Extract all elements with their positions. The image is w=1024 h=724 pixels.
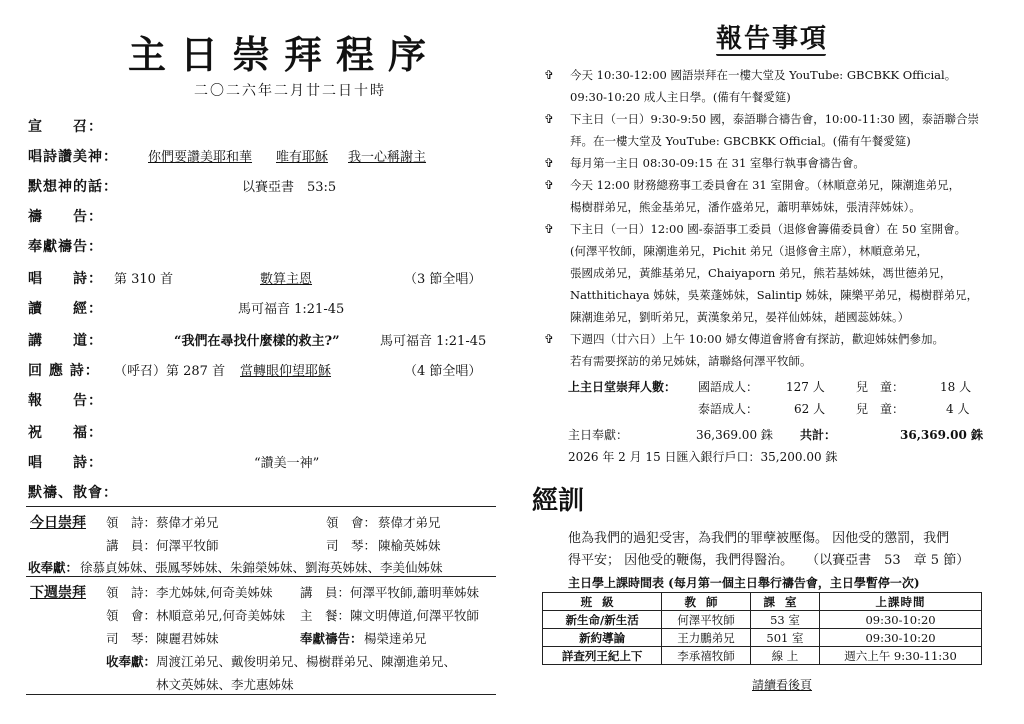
hymn-song-2: 唯有耶穌 — [276, 150, 329, 165]
today-lead-value: 蔡偉才弟兄 — [156, 515, 219, 530]
offering-value: 36,369.00 銖 — [696, 428, 773, 442]
today-host-value: 蔡偉才弟兄 — [378, 515, 441, 530]
sunday-school-table — [542, 592, 982, 665]
table-cell: 李承禧牧師 — [662, 647, 751, 665]
today-preacher-value: 何澤平牧師 — [156, 538, 219, 553]
announcement-item — [544, 174, 1004, 218]
today-host-label: 領 會： — [326, 515, 377, 530]
sermon-label: 講 道： — [28, 333, 103, 349]
announcement-line: 若有需要探訪的弟兄姊妹，請聯絡何澤平牧師。 — [570, 354, 812, 368]
verse-line-1: 他為我們的過犯受害，為我們的罪孽被壓傷。 因他受的懲罰，我們 — [568, 531, 950, 546]
next-title: 下週崇拜 — [30, 585, 86, 601]
cross-icon: ✞ — [544, 112, 555, 126]
silent-label: 默禱、散會： — [28, 485, 118, 501]
cross-icon: ✞ — [544, 68, 555, 82]
today-offering-label: 收奉獻： — [28, 560, 79, 575]
sing-label: 唱 詩： — [28, 271, 103, 287]
meditation-text: 以賽亞書 53:5 — [242, 180, 337, 195]
table-cell: 何澤平牧師 — [662, 611, 751, 629]
response-note: （4 節全唱） — [404, 364, 482, 379]
table-row — [543, 629, 982, 647]
announcement-item — [544, 64, 1004, 108]
announcement-line: 今天 10:30-12:00 國語崇拜在一樓大堂及 YouTube: GBCBKK Official。 — [570, 68, 957, 82]
sermon-title: “我們在尋找什麼樣的救主?” — [174, 334, 340, 349]
today-offering-value: 徐慕貞姊妹、張鳳琴姊妹、朱錦榮姊妹、劉海英姊妹、李美仙姊妹 — [80, 560, 443, 575]
today-piano-label: 司 琴： — [326, 538, 377, 553]
announcement-line: 陳潮進弟兄，劉昕弟兄，黃漢象弟兄，晏祥仙姊妹，趙國蕊姊妹。） — [570, 310, 910, 324]
table-row — [543, 647, 982, 665]
closing-hymn-label: 唱 詩： — [28, 455, 103, 471]
table-row — [543, 611, 982, 629]
order-sermon — [20, 330, 500, 356]
announcement-line: 下主日（一日）12:00 國-泰語事工委員（退修會籌備委員會）在 50 室開會。 — [570, 222, 967, 236]
table-cell: 53 室 — [750, 611, 819, 629]
divider — [26, 506, 496, 507]
sing-note: （3 節全唱） — [404, 272, 482, 287]
offering-prayer-label: 奉獻禱告： — [28, 239, 103, 255]
next-piano-label: 司 琴： — [106, 631, 157, 646]
response-label: 回 應 詩： — [28, 363, 100, 379]
hymn-label: 唱詩讚美神： — [28, 149, 118, 165]
announcement-line: 09:30-10:20 成人主日學。(備有午餐愛筵) — [570, 90, 791, 104]
sermon-ref: 馬可福音 1:21-45 — [380, 334, 487, 349]
cross-icon: ✞ — [544, 178, 555, 192]
divider — [26, 694, 496, 695]
child-label-2: 兒 童： — [856, 402, 905, 416]
announcement-item — [544, 108, 1004, 152]
next-offering-prayer-label: 奉獻禱告： — [300, 631, 363, 646]
announcement-line: 下主日（一日）9:30-9:50 國，泰語聯合禱告會，10:00-11:30 國，泰語聯合崇 — [570, 112, 980, 126]
header-class: 班級 — [543, 593, 662, 611]
order-meditation — [20, 176, 500, 202]
today-title: 今日崇拜 — [30, 515, 86, 531]
report-label: 報 告： — [28, 393, 103, 409]
announcement-item — [544, 218, 1004, 328]
total-label: 共計： — [800, 428, 837, 442]
next-preacher-value: 何澤平牧師,蕭明華姊妹 — [350, 585, 479, 600]
reading-label: 讀 經： — [28, 301, 103, 317]
announcement-line: (何澤平牧師，陳潮進弟兄，Pichit 弟兄（退修會主席），林順意弟兄， — [570, 244, 928, 258]
cross-icon: ✞ — [544, 222, 555, 236]
announcement-line: 拜。在一樓大堂及 YouTube: GBCBKK Official。(備有午餐愛筵) — [570, 134, 911, 148]
offering-label: 主日奉獻： — [568, 428, 629, 442]
order-response — [20, 360, 500, 386]
child-count-1: 18 人 — [940, 380, 972, 394]
order-sing — [20, 268, 500, 294]
mandarin-adult-count: 127 人 — [786, 380, 825, 394]
closing-hymn-title: “讚美一神” — [254, 456, 320, 471]
schedule-title: 主日學上課時間表 (每月第一個主日舉行禱告會，主日學暫停一次) — [568, 576, 920, 590]
today-lead-label: 領 詩： — [106, 515, 157, 530]
reading-text: 馬可福音 1:21-45 — [238, 302, 345, 317]
call-label: 宣 召： — [28, 119, 103, 135]
cross-icon: ✞ — [544, 332, 555, 346]
service-date: 二〇二六年二月廿二日十時 — [194, 83, 386, 99]
total-value: 36,369.00 銖 — [900, 428, 983, 442]
table-cell: 王力鵬弟兄 — [662, 629, 751, 647]
scripture-verse — [568, 528, 998, 572]
next-lead-label: 領 詩： — [106, 585, 157, 600]
table-cell: 09:30-10:20 — [820, 611, 982, 629]
table-cell: 新生命/新生活 — [543, 611, 662, 629]
thai-adult-label: 泰語成人： — [698, 402, 759, 416]
divider — [26, 576, 496, 577]
mandarin-adult-label: 國語成人： — [698, 380, 759, 394]
header-teacher: 教師 — [662, 593, 751, 611]
child-label-1: 兒 童： — [856, 380, 905, 394]
announcements-title: 報告事項 — [716, 18, 826, 56]
next-meal-label: 主 餐： — [300, 608, 351, 623]
announcements-panel — [532, 0, 1004, 724]
next-host-label: 領 會： — [106, 608, 157, 623]
hymn-song-3: 我一心稱謝主 — [348, 150, 427, 165]
table-body — [543, 611, 982, 665]
order-report — [20, 390, 500, 416]
announcement-item — [544, 152, 1004, 174]
order-closing-hymn — [20, 452, 500, 478]
next-lead-value: 李尤姊妹,何奇美姊妹 — [156, 585, 273, 600]
order-prayer — [20, 206, 500, 232]
response-title: 當轉眼仰望耶穌 — [240, 364, 332, 379]
order-hymn — [20, 146, 500, 172]
order-blessing — [20, 422, 500, 448]
service-order-panel — [20, 0, 500, 724]
meditation-label: 默想神的話： — [28, 179, 118, 195]
next-meal-value: 陳文明傳道,何澤平牧師 — [350, 608, 479, 623]
verse-line-2: 得平安； 因他受的鞭傷，我們得醫治。 （以賽亞書 53 章 5 節） — [568, 553, 970, 568]
announcement-item — [544, 328, 1004, 372]
table-cell: 線 上 — [750, 647, 819, 665]
blessing-label: 祝 福： — [28, 425, 103, 441]
child-count-2: 4 人 — [946, 402, 970, 416]
header-time: 上課時間 — [820, 593, 982, 611]
bank-deposit-line: 2026 年 2 月 15 日匯入銀行戶口：35,200.00 銖 — [568, 450, 838, 464]
announcement-line: 楊樹群弟兄，熊金基弟兄，潘作盛弟兄，蕭明華姊妹，張清萍姊妹）。 — [570, 200, 921, 214]
prayer-label: 禱 告： — [28, 209, 103, 225]
cross-icon: ✞ — [544, 156, 555, 170]
announcement-line: 今天 12:00 財務總務事工委員會在 31 室開會。（林順意弟兄，陳潮進弟兄， — [570, 178, 961, 192]
today-piano-value: 陳榆英姊妹 — [378, 538, 441, 553]
continue-next-page: 請續看後頁 — [752, 678, 813, 692]
announcement-line: 張國成弟兄，黃維基弟兄，Chaiyaporn 弟兄，熊若基姊妹，馮世德弟兄， — [570, 266, 952, 280]
next-offering-label: 收奉獻： — [106, 654, 157, 669]
next-host-value: 林順意弟兄,何奇美姊妹 — [156, 608, 285, 623]
order-call — [20, 116, 500, 142]
response-number: （呼召）第 287 首 — [114, 364, 226, 379]
order-silent — [20, 482, 500, 508]
sing-number: 第 310 首 — [114, 272, 174, 287]
hymn-song-1: 你們要讚美耶和華 — [148, 150, 253, 165]
today-preacher-label: 講 員： — [106, 538, 157, 553]
announcement-line: 每月第一主日 08:30-09:15 在 31 室舉行執事會禱告會。 — [570, 156, 865, 170]
attendance-label: 上主日堂崇拜人數： — [568, 380, 677, 394]
header-room: 課室 — [750, 593, 819, 611]
page-title: 主日崇拜程序 — [127, 32, 440, 77]
next-offering-value-1: 周渡江弟兄、戴俊明弟兄、楊樹群弟兄、陳潮進弟兄、 — [156, 654, 457, 669]
thai-adult-count: 62 人 — [794, 402, 826, 416]
table-cell: 詳查列王紀上下 — [543, 647, 662, 665]
next-piano-value: 陳麗君姊妹 — [156, 631, 219, 646]
table-cell: 週六上午 9:30-11:30 — [820, 647, 982, 665]
order-offering-prayer — [20, 236, 500, 262]
next-offering-prayer-value: 楊榮達弟兄 — [364, 631, 427, 646]
order-reading — [20, 298, 500, 324]
announcement-line: 下週四（廿六日）上午 10:00 婦女傳道會將會有探訪，歡迎姊妹們參加。 — [570, 332, 944, 346]
table-header-row — [543, 593, 982, 611]
table-cell: 09:30-10:20 — [820, 629, 982, 647]
table-cell: 501 室 — [750, 629, 819, 647]
announcement-line: Natthitichaya 姊妹，吳萊蓬姊妹，Salintip 姊妹，陳樂平弟兄，楊樹群弟兄， — [570, 288, 979, 302]
word-title: 經訓 — [532, 486, 585, 516]
table-cell: 新約導論 — [543, 629, 662, 647]
next-preacher-label: 講 員： — [300, 585, 351, 600]
next-offering-value-2: 林文英姊妹、李尤惠姊妹 — [156, 677, 294, 692]
sing-title: 數算主恩 — [260, 272, 313, 287]
